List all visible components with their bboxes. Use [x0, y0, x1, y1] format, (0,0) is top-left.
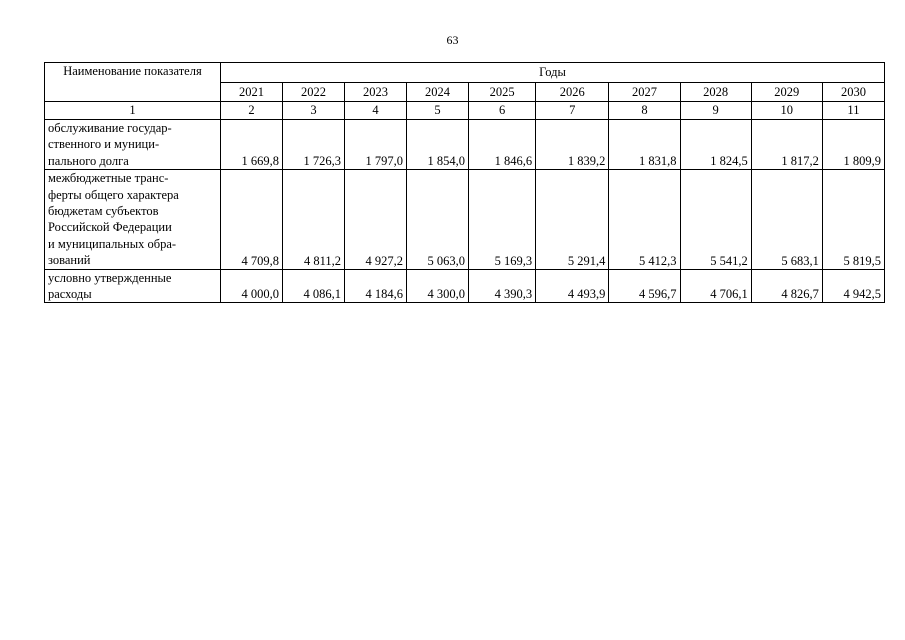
column-number: 7: [536, 102, 609, 120]
year-header: 2026: [536, 83, 609, 102]
row-name-line: Российской Федерации: [48, 220, 172, 235]
value-cell: 4 493,9: [536, 269, 609, 303]
column-number: 6: [469, 102, 536, 120]
year-header: 2027: [609, 83, 680, 102]
year-header: 2023: [344, 83, 406, 102]
column-number: 1: [45, 102, 221, 120]
row-name-line: расходы: [48, 287, 92, 302]
header-name-label: Наименование показателя: [63, 64, 202, 78]
row-name-cell: [45, 120, 221, 170]
value-cell: 1 669,8: [220, 120, 282, 170]
value-cell: 5 683,1: [751, 170, 822, 269]
row-name-line: межбюджетные транс-: [48, 171, 169, 186]
value-cell: 4 927,2: [344, 170, 406, 269]
value-cell: 4 709,8: [220, 170, 282, 269]
value-cell: 1 726,3: [282, 120, 344, 170]
value-cell: 4 300,0: [407, 269, 469, 303]
value-cell: 5 541,2: [680, 170, 751, 269]
year-header: 2024: [407, 83, 469, 102]
value-cell: 1 797,0: [344, 120, 406, 170]
column-number: 3: [282, 102, 344, 120]
row-name-line: пального долга: [48, 153, 129, 168]
year-header: 2028: [680, 83, 751, 102]
value-cell: 1 839,2: [536, 120, 609, 170]
table-row: [45, 120, 885, 170]
value-cell: 5 169,3: [469, 170, 536, 269]
page-number: 63: [446, 33, 459, 47]
value-cell: 5 063,0: [407, 170, 469, 269]
row-name-line: бюджетам субъектов: [48, 204, 159, 219]
value-cell: 4 390,3: [469, 269, 536, 303]
year-header: 2030: [822, 83, 884, 102]
column-number-row: [45, 102, 885, 120]
value-cell: 4 706,1: [680, 269, 751, 303]
year-header: 2021: [220, 83, 282, 102]
value-cell: 4 826,7: [751, 269, 822, 303]
header-name-cell: [45, 63, 221, 102]
row-name-line: ферты общего характера: [48, 187, 179, 202]
value-cell: 1 809,9: [822, 120, 884, 170]
value-cell: 4 596,7: [609, 269, 680, 303]
row-name-cell: [45, 170, 221, 269]
header-years: Годы: [220, 63, 884, 83]
row-name-line: зований: [48, 253, 91, 268]
row-name-line: условно утвержденные: [48, 270, 172, 285]
year-header: 2025: [469, 83, 536, 102]
value-cell: 4 000,0: [220, 269, 282, 303]
value-cell: 4 086,1: [282, 269, 344, 303]
row-name-line: обслуживание государ-: [48, 121, 172, 135]
value-cell: 1 831,8: [609, 120, 680, 170]
table-row: [45, 269, 885, 303]
column-number: 8: [609, 102, 680, 120]
budget-table: [44, 62, 885, 303]
value-cell: 5 412,3: [609, 170, 680, 269]
row-name-line: ственного и муници-: [48, 137, 160, 152]
year-header: 2022: [282, 83, 344, 102]
value-cell: 4 184,6: [344, 269, 406, 303]
value-cell: 5 819,5: [822, 170, 884, 269]
value-cell: 1 817,2: [751, 120, 822, 170]
value-cell: 1 846,6: [469, 120, 536, 170]
value-cell: 5 291,4: [536, 170, 609, 269]
value-cell: 1 824,5: [680, 120, 751, 170]
column-number: 2: [220, 102, 282, 120]
column-number: 5: [407, 102, 469, 120]
row-name-cell: [45, 269, 221, 303]
value-cell: 4 811,2: [282, 170, 344, 269]
table-row: [45, 170, 885, 269]
column-number: 4: [344, 102, 406, 120]
value-cell: 4 942,5: [822, 269, 884, 303]
value-cell: 1 854,0: [407, 120, 469, 170]
row-name-line: и муниципальных обра-: [48, 236, 177, 251]
year-header: 2029: [751, 83, 822, 102]
column-number: 11: [822, 102, 884, 120]
column-number: 9: [680, 102, 751, 120]
column-number: 10: [751, 102, 822, 120]
